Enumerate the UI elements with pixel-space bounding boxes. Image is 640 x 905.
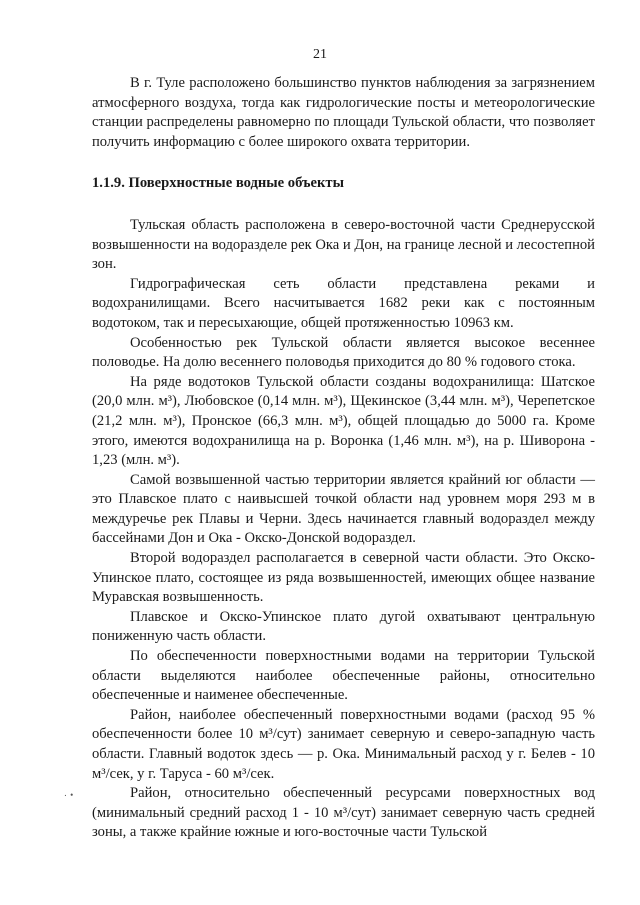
paragraph: Самой возвышенной частью территории является крайний юг области — это Плавское плато с наивысшей точкой области над уровнем моря 293 м в междуречье рек Плавы и Черни. Здесь начинается главный водораздел между бассейнами Дон и Ока - Окско-Донской водораздел. <box>92 471 595 547</box>
paragraph: Плавское и Окско-Упинское плато дугой охватывают центральную пониженную часть области. <box>92 608 595 645</box>
page-number: 21 <box>313 47 327 62</box>
section-heading: 1.1.9. Поверхностные водные объекты <box>92 175 344 192</box>
paragraph: На ряде водотоков Тульской области созданы водохранилища: Шатское (20,0 млн. м³), Любовское (0,14 млн. м³), Щекинское (3,44 млн. м³), Черепетское (21,2 млн. м³), Пронское (66,3 млн. м³), общей площадью до 5000 га. Кроме этого, имеются водохранилища на р. Воронка (1,46 млн. м³), на р. Шиворона - 1,23 (млн. м³). <box>92 373 595 469</box>
paragraph: Район, наиболее обеспеченный поверхностными водами (расход 95 % обеспеченности более 10 м³/сут) занимает северную и северо-западную часть области. Главный водоток здесь — р. Ока. Минимальный расход у г. Белев - 10 м³/сек, у г. Таруса - 60 м³/сек. <box>92 706 595 782</box>
margin-mark: ٠ • <box>63 790 74 800</box>
paragraph: Район, относительно обеспеченный ресурсами поверхностных вод (минимальный средний расход 1 - 10 м³/сут) занимает северную часть средней зоны, а также крайние южные и юго-восточные части Тульской <box>92 785 595 841</box>
paragraph: Гидрографическая сеть области представлена реками и водохранилищами. Всего насчитывается 1682 реки как с постоянным водотоком, так и пересыхающие, общей протяженностью 10963 км. <box>92 275 595 331</box>
paragraph-intro: В г. Туле расположено большинство пунктов наблюдения за загрязнением атмосферного воздуха, тогда как гидрологические посты и метеорологические станции распределены равномерно по площади Тульской области, что позволяет получить информацию с более широкого охвата территории. <box>92 75 595 150</box>
paragraph: Второй водораздел располагается в северной части области. Это Окско-Упинское плато, состоящее из ряда возвышенностей, имеющих общее название Муравская возвышенность. <box>92 550 595 606</box>
page-body <box>92 74 595 843</box>
paragraph: Особенностью рек Тульской области является высокое весеннее половодье. На долю весеннего половодья приходится до 80 % годового стока. <box>92 334 595 371</box>
paragraph: Тульская область расположена в северо-восточной части Среднерусской возвышенности на водоразделе рек Ока и Дон, на границе лесной и лесостепной зон. <box>92 216 595 273</box>
paragraph: По обеспеченности поверхностными водами на территории Тульской области выделяются наиболее обеспеченные районы, относительно обеспеченные и наименее обеспеченные. <box>92 648 595 704</box>
